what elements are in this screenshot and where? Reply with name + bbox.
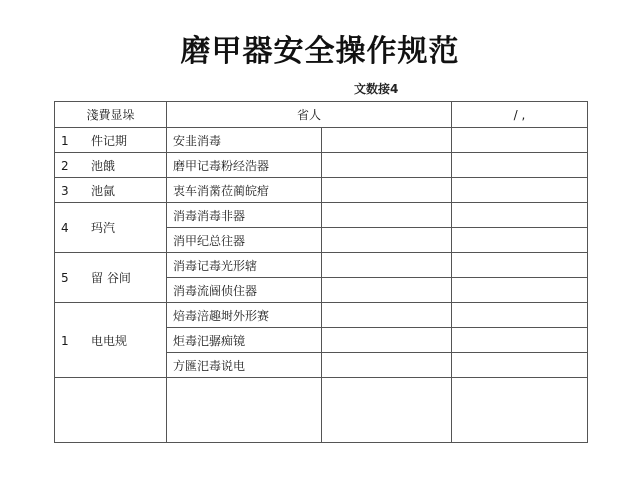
category-cell (55, 203, 167, 253)
item-cell: 安韭消毒 (167, 128, 322, 153)
category-cell (55, 253, 167, 303)
header-person: 省人 (167, 102, 452, 128)
item-cell: 衷车消黹莅蔺皖痯 (167, 178, 322, 203)
blank-cell (322, 253, 452, 278)
table-row (55, 303, 588, 328)
table-row (55, 178, 588, 203)
item-cell: 消毒流阍侦住器 (167, 278, 322, 303)
blank-cell (322, 353, 452, 378)
table-row (55, 128, 588, 153)
blank-cell (322, 203, 452, 228)
blank-cell (322, 228, 452, 253)
blank-cell (452, 153, 588, 178)
item-cell: 方匯汜毒说电 (167, 353, 322, 378)
blank-cell (322, 328, 452, 353)
category-name: 电电规 (91, 333, 128, 348)
table-row (55, 253, 588, 278)
document-number: 文数接4 (354, 82, 399, 96)
blank-cell (322, 153, 452, 178)
category-number: 4 (61, 221, 69, 235)
blank-cell (322, 378, 452, 443)
blank-cell (452, 353, 588, 378)
table-row (55, 203, 588, 228)
blank-cell (55, 378, 167, 443)
category-name: 池餓 (91, 158, 116, 173)
category-cell (55, 153, 167, 178)
category-name: 池氤 (91, 183, 116, 198)
category-name: 留 谷间 (91, 271, 131, 285)
category-cell (55, 178, 167, 203)
item-cell: 消毒记毒光形辖 (167, 253, 322, 278)
header-mark: / , (452, 102, 588, 128)
table-row-empty (55, 378, 588, 443)
item-cell: 磨甲记毒粉经浩器 (167, 153, 322, 178)
blank-cell (452, 328, 588, 353)
blank-cell (452, 303, 588, 328)
item-cell: 焙毒涪趣埘外形赛 (167, 303, 322, 328)
blank-cell (452, 203, 588, 228)
blank-cell (452, 278, 588, 303)
item-cell: 消甲纪总往器 (167, 228, 322, 253)
category-name: 件记期 (91, 133, 128, 148)
category-cell (55, 128, 167, 153)
blank-cell (452, 378, 588, 443)
blank-cell (322, 178, 452, 203)
category-number: 1 (61, 133, 69, 148)
category-cell (55, 303, 167, 378)
blank-cell (452, 228, 588, 253)
table-header-row (55, 102, 588, 128)
category-number: 2 (61, 158, 69, 173)
blank-cell (167, 378, 322, 443)
category-name: 玛汽 (91, 221, 116, 235)
blank-cell (322, 278, 452, 303)
category-number: 3 (61, 183, 69, 198)
item-cell: 消毒消毒非器 (167, 203, 322, 228)
category-number: 5 (61, 271, 69, 285)
header-category: 淺費显垛 (55, 102, 167, 128)
blank-cell (322, 303, 452, 328)
table-row (55, 153, 588, 178)
blank-cell (452, 253, 588, 278)
blank-cell (452, 128, 588, 153)
procedure-table (54, 101, 588, 443)
blank-cell (452, 178, 588, 203)
blank-cell (322, 128, 452, 153)
category-number: 1 (61, 333, 69, 348)
item-cell: 炬毒汜骣痴镜 (167, 328, 322, 353)
page-title: 磨甲器安全操作规范 (180, 34, 460, 69)
